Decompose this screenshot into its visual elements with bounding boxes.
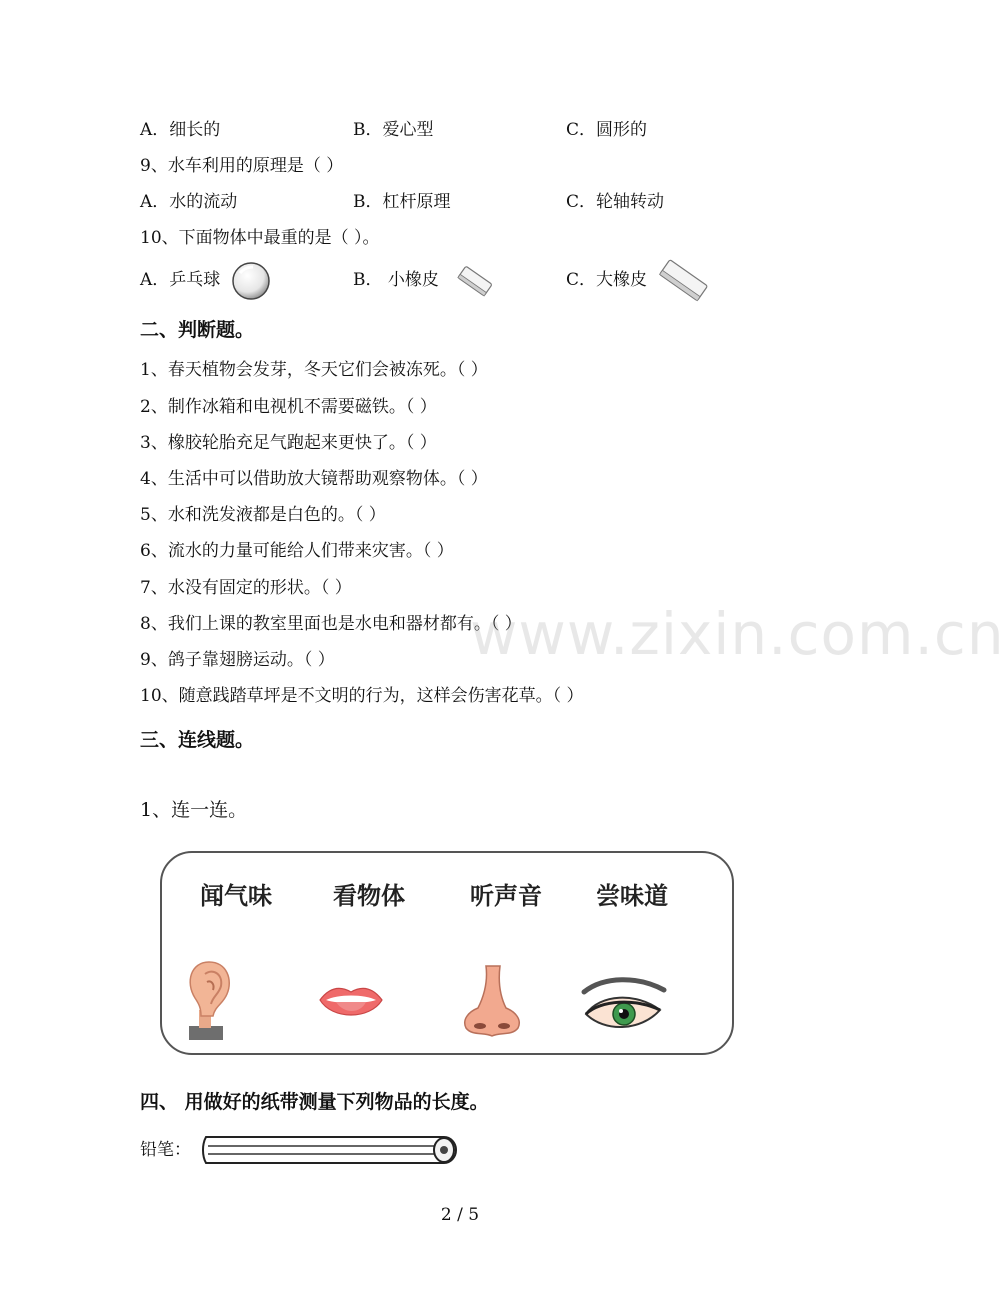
q10-option-b: B． 小橡皮: [353, 270, 439, 290]
judge-item-6: 6、流水的力量可能给人们带来灾害。（ ）: [140, 541, 454, 561]
sense-label-hear: 听声音: [470, 882, 542, 910]
q10-option-a: A．乒乓球: [140, 270, 221, 290]
judge-item-9: 9、鸽子靠翅膀运动。（ ）: [140, 650, 335, 670]
ear-icon: [183, 958, 239, 1042]
q10-question: 10、下面物体中最重的是（ ）。: [140, 228, 380, 248]
judge-item-5: 5、水和洗发液都是白色的。（ ）: [140, 505, 386, 525]
section-2-title: 二、判断题。: [140, 319, 255, 341]
large-eraser-icon: [657, 258, 709, 304]
matching-question-1: 1、连一连。: [140, 799, 248, 821]
q10-option-c: C．大橡皮: [566, 270, 648, 290]
q8-option-b: B．爱心型: [353, 120, 434, 140]
q8-option-a: A．细长的: [140, 120, 221, 140]
q8-option-c: C．圆形的: [566, 120, 648, 140]
sense-label-smell: 闻气味: [200, 882, 272, 910]
nose-icon: [458, 962, 526, 1040]
judge-item-1: 1、春天植物会发芽，冬天它们会被冻死。（ ）: [140, 360, 488, 380]
eye-icon: [580, 976, 670, 1040]
section-3-title: 三、连线题。: [140, 729, 255, 751]
watermark: www.zixin.com.cn: [470, 600, 1005, 668]
q9-question: 9、水车利用的原理是（ ）: [140, 156, 344, 176]
section-4-title: 四、 用做好的纸带测量下列物品的长度。: [140, 1091, 489, 1113]
small-eraser-icon: [455, 264, 495, 298]
pencil-label: 铅笔：: [140, 1140, 191, 1160]
judge-item-4: 4、生活中可以借助放大镜帮助观察物体。（ ）: [140, 469, 488, 489]
judge-item-10: 10、随意践踏草坪是不文明的行为，这样会伤害花草。（ ）: [140, 686, 584, 706]
sense-label-taste: 尝味道: [596, 882, 668, 910]
page-number: 2 / 5: [440, 1205, 480, 1225]
q9-option-a: A．水的流动: [140, 192, 238, 212]
judge-item-7: 7、水没有固定的形状。（ ）: [140, 578, 352, 598]
mouth-icon: [318, 980, 384, 1026]
q9-option-c: C．轮轴转动: [566, 192, 665, 212]
ping-pong-ball-icon: [231, 261, 273, 301]
judge-item-2: 2、制作冰箱和电视机不需要磁铁。（ ）: [140, 397, 437, 417]
q9-option-b: B．杠杆原理: [353, 192, 451, 212]
judge-item-8: 8、我们上课的教室里面也是水电和器材都有。（ ）: [140, 614, 522, 634]
judge-item-3: 3、橡胶轮胎充足气跑起来更快了。（ ）: [140, 433, 437, 453]
pencil-icon: [200, 1134, 460, 1166]
sense-label-see: 看物体: [333, 882, 405, 910]
